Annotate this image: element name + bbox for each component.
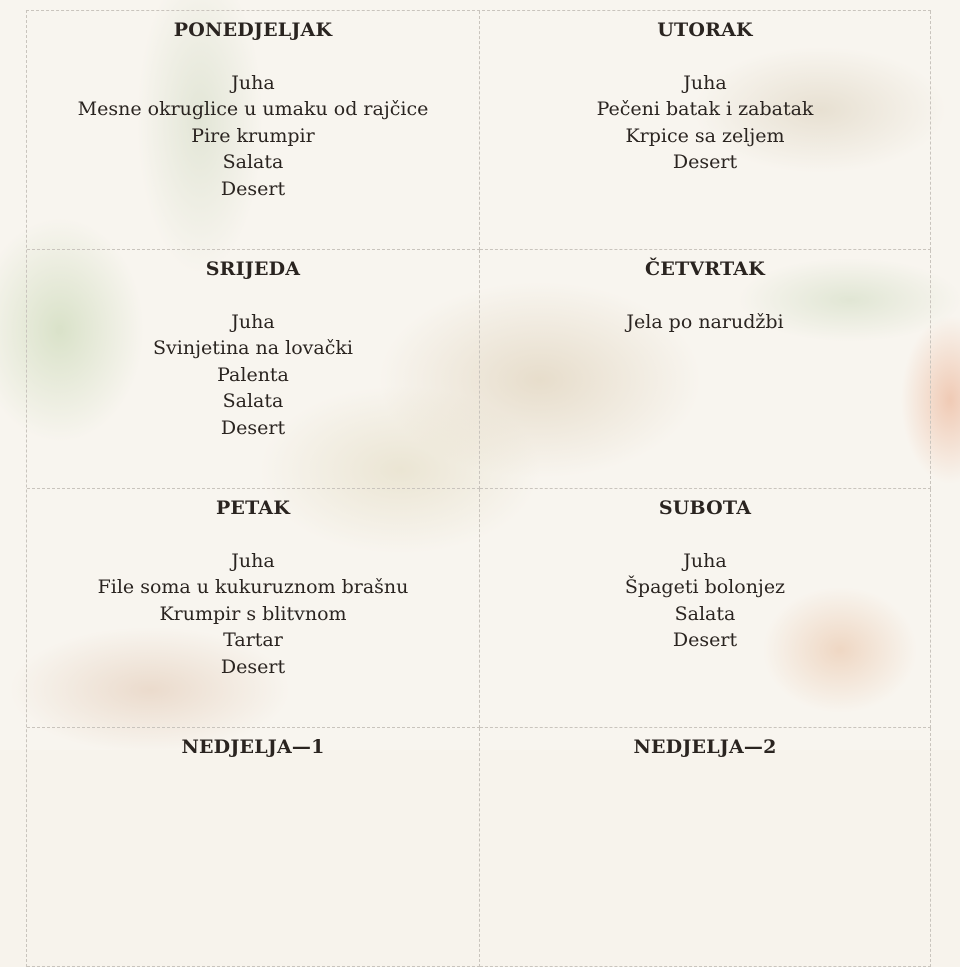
- day-title: PONEDJELJAK: [173, 19, 333, 41]
- menu-dish: Mesne okruglice u umaku od rajčice: [77, 98, 429, 121]
- day-title: PETAK: [215, 497, 291, 519]
- day-cell-sunday-2: [480, 728, 931, 967]
- day-title: SUBOTA: [658, 497, 752, 519]
- menu-dish: Salata: [222, 390, 284, 413]
- menu-dish: Pečeni batak i zabatak: [596, 98, 814, 121]
- day-cell-sunday-1: [27, 728, 480, 967]
- day-cell-wednesday: [27, 250, 480, 489]
- day-title: ČETVRTAK: [645, 258, 765, 280]
- menu-dish: Desert: [220, 416, 286, 439]
- menu-dish: Juha: [231, 311, 275, 333]
- menu-dish: File soma u kukuruznom brašnu: [97, 576, 409, 599]
- menu-dish: Desert: [672, 151, 738, 174]
- menu-dish: Juha: [231, 550, 275, 572]
- menu-dish: Tartar: [223, 629, 283, 652]
- menu-dish: Špageti bolonjez: [624, 576, 786, 599]
- menu-dish: Desert: [220, 177, 286, 200]
- menu-dish: Svinjetina na lovački: [153, 337, 353, 360]
- menu-dish: Pire krumpir: [191, 124, 315, 147]
- menu-dish: Desert: [220, 655, 286, 678]
- day-cell-friday: [27, 489, 480, 728]
- menu-dish: Desert: [672, 629, 738, 652]
- menu-dish: Juha: [683, 72, 727, 94]
- menu-dish: Salata: [222, 151, 284, 174]
- menu-dish: Jela po narudžbi: [626, 311, 784, 333]
- menu-dish: Juha: [683, 550, 727, 572]
- day-title: NEDJELJA—2: [633, 736, 777, 758]
- day-title: UTORAK: [657, 19, 753, 41]
- day-cell-saturday: [480, 489, 931, 728]
- day-cell-monday: [27, 11, 480, 250]
- menu-dish: Krpice sa zeljem: [625, 124, 785, 147]
- day-title: SRIJEDA: [205, 258, 301, 280]
- menu-dish: Palenta: [217, 363, 289, 386]
- day-title: NEDJELJA—1: [181, 736, 325, 758]
- menu-dish: Juha: [231, 72, 275, 94]
- day-cell-tuesday: [480, 11, 931, 250]
- day-cell-thursday: [480, 250, 931, 489]
- weekly-menu-grid: [26, 10, 931, 967]
- menu-dish: Krumpir s blitvnom: [159, 602, 347, 625]
- menu-dish: Salata: [674, 602, 736, 625]
